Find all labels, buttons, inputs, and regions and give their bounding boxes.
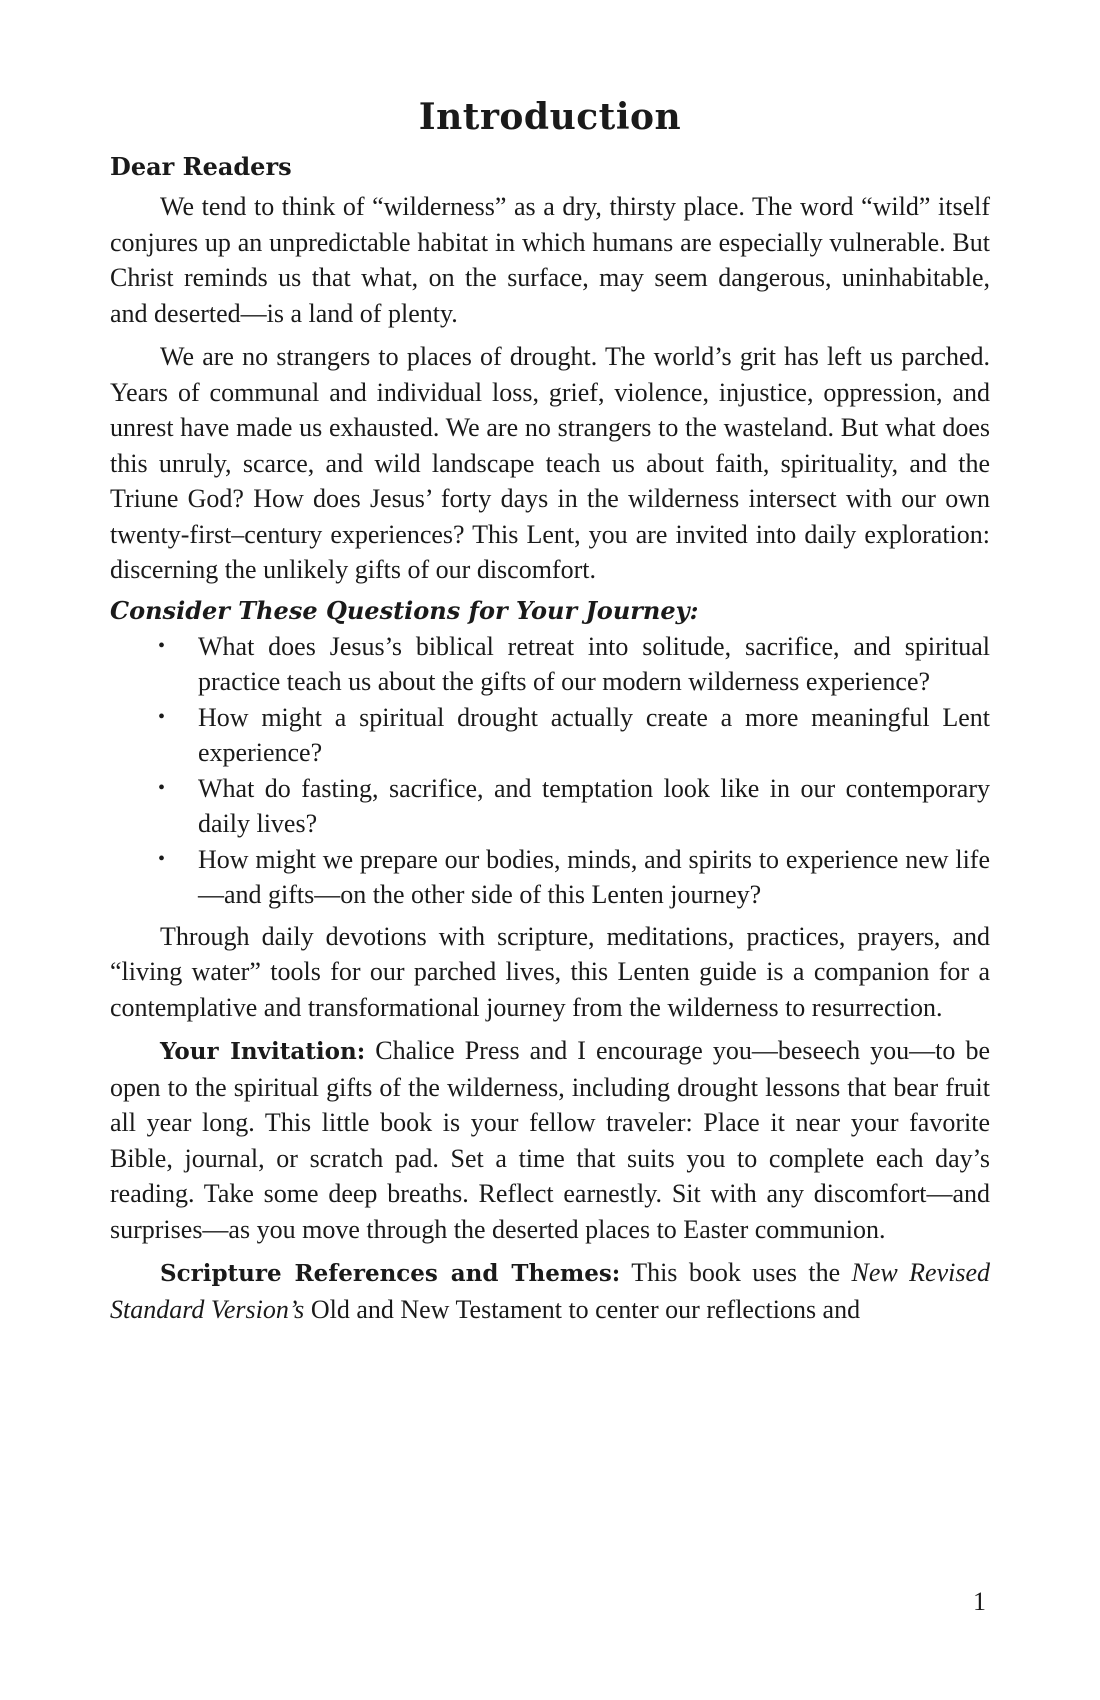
bullet-icon: • bbox=[158, 634, 166, 657]
question-text: How might a spiritual drought actually create a more meaningful Lent experience? bbox=[198, 702, 990, 767]
scripture-paragraph bbox=[110, 1255, 990, 1327]
question-item bbox=[110, 842, 990, 913]
question-item bbox=[110, 771, 990, 842]
bullet-icon: • bbox=[158, 847, 166, 870]
question-text: How might we prepare our bodies, minds, and spirits to experience new life—and gifts—on the other side of this Lenten journey? bbox=[198, 844, 990, 909]
invitation-lead: Your Invitation: bbox=[160, 1038, 366, 1065]
scripture-text-after: Old and New Testament to center our reflections and bbox=[304, 1294, 861, 1324]
intro-paragraph-1: We tend to think of “wilderness” as a dry, thirsty place. The word “wild” itself conjures up an unpredictable habitat in which humans are especially vulnerable. But Christ reminds us that what, on the surface, may seem dangerous, uninhabitable, and deserted—is a land of plenty. bbox=[110, 192, 990, 328]
bullet-icon: • bbox=[158, 705, 166, 728]
intro-paragraph-2: We are no strangers to places of drought. The world’s grit has left us parched. Years of communal and individual loss, grief, violence, injustice, oppression, and unrest have made us exhausted. We are no strangers to the wasteland. But what does this unruly, scarce, and wild landscape teach us about faith, spirituality, and the Triune God? How does Jesus’ forty days in the wilderness intersect with our own twenty-first–century experiences? This Lent, you are invited into daily exploration: discerning the unlikely gifts of our discomfort. bbox=[110, 342, 990, 584]
page-title: Introduction bbox=[418, 96, 682, 138]
through-paragraph: Through daily devotions with scripture, meditations, practices, prayers, and “living water” tools for our parched lives, this Lenten guide is a companion for a contemplative and transformational journey from the wilderness to resurrection. bbox=[110, 921, 990, 1022]
invitation-text: Chalice Press and I encourage you—beseech you—to be open to the spiritual gifts of the wilderness, including drought lessons that bear fruit all year long. This little book is your fellow traveler: Place it near your favorite Bible, journal, or scratch pad. Set a time that suits you to complete each day’s reading. Take some deep breaths. Reflect earnestly. Sit with any discomfort—and surprises—as you move through the deserted places to Easter communion. bbox=[110, 1036, 990, 1244]
questions-heading: Consider These Questions for Your Journey: bbox=[110, 595, 699, 625]
question-text: What does Jesus’s biblical retreat into solitude, sacrifice, and spiritual practice teach us about the gifts of our modern wilderness experience? bbox=[198, 631, 990, 696]
question-item bbox=[110, 700, 990, 771]
page-number: 1 bbox=[973, 1587, 986, 1616]
bullet-icon: • bbox=[158, 776, 166, 799]
invitation-paragraph bbox=[110, 1033, 990, 1247]
dear-readers-heading: Dear Readers bbox=[110, 152, 292, 181]
scripture-version-italic: New Revised Standard Version’s bbox=[110, 1258, 991, 1324]
scripture-text-before: This book uses the bbox=[620, 1258, 852, 1287]
scripture-lead: Scripture References and Themes: bbox=[160, 1260, 621, 1287]
question-text: What do fasting, sacrifice, and temptation look like in our contemporary daily lives? bbox=[198, 773, 990, 838]
question-item bbox=[110, 629, 990, 700]
questions-list bbox=[110, 629, 990, 913]
page-content bbox=[110, 96, 990, 1335]
